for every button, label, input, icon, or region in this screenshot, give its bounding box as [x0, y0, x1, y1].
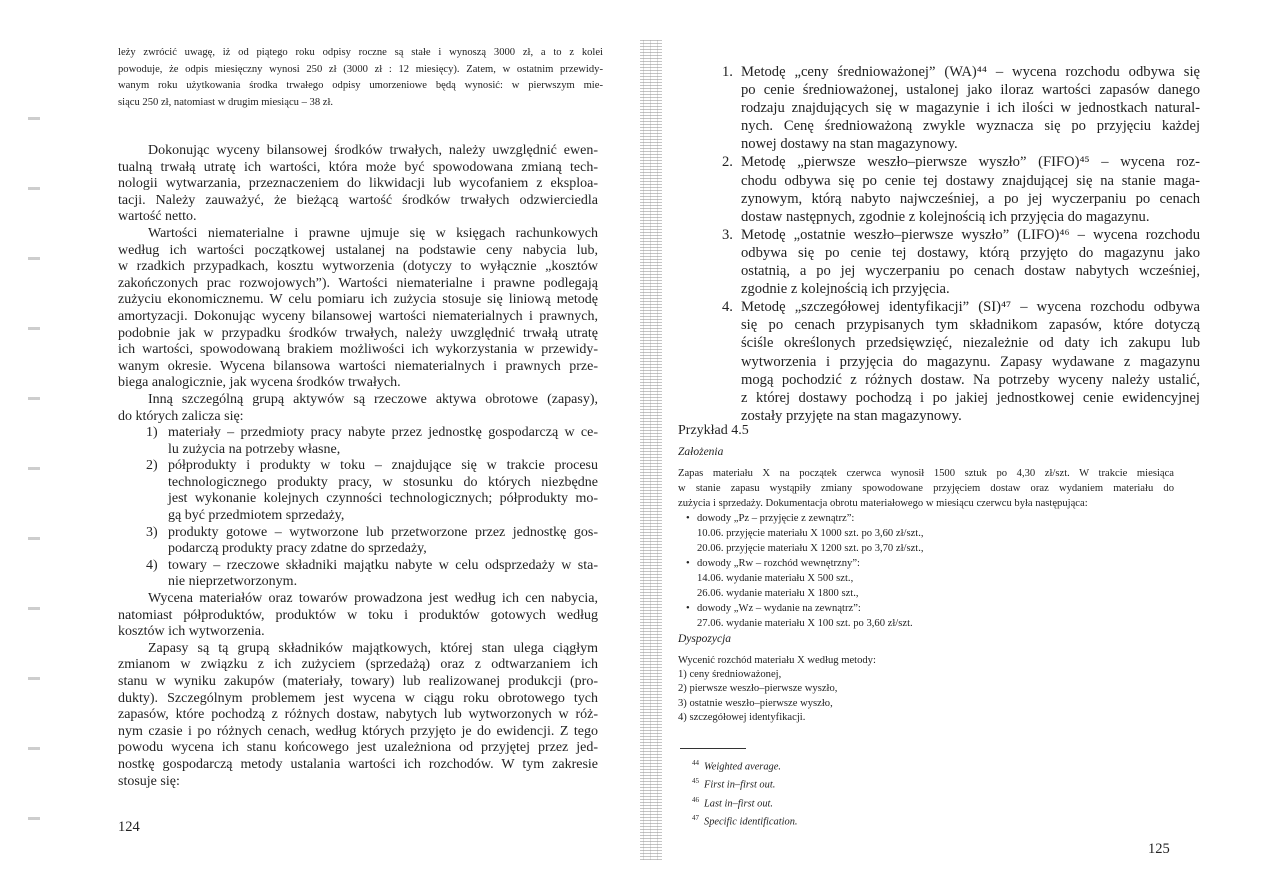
note-line: wanym roku użytkowania środka trwałego odpisy umorzeniowe będą wynosić: w pierwszym mie-	[118, 80, 603, 92]
text-line: zgodnie z kolejnością ich przyjęcia.	[741, 281, 950, 298]
text-line: chodu odbywa się po cenie tej dostawy znajdującej się na stanie maga-	[741, 172, 1200, 189]
text-line: 3) ostatnie weszło–pierwsze wyszło,	[678, 697, 833, 709]
text-line: się po cenach przypisanych tym składnikom zapasów, które dotyczą	[741, 317, 1200, 334]
text-line: zużyciu ekonomicznemu. W celu pomiaru ich zużycia stosuje się liniową metodę	[118, 292, 598, 308]
list-marker: 1)	[146, 425, 158, 441]
list-marker: •	[686, 513, 690, 524]
footnote: $^{47}$ Specific identification.	[692, 814, 798, 828]
text-line: kosztów ich wytworzenia.	[118, 624, 265, 640]
text-line: dowody „Rw – rozchód wewnętrzny”:	[697, 558, 860, 569]
page-number-left: 124	[118, 819, 140, 835]
text-line: rodzaju znajdujących się w magazynie i ich ilości w jednostkach natural-	[741, 100, 1200, 117]
left-page-body	[118, 143, 598, 790]
footnote: $^{44}$ Weighted average.	[692, 759, 781, 773]
text-line: nie nieprzetworzonym.	[168, 574, 298, 590]
note-line: siącu 250 zł, natomiast w drugim miesiącu – 38 zł.	[118, 97, 334, 109]
text-line: jest wykonanie kolejnych czynności technologicznych; półprodukty mo-	[168, 491, 598, 507]
list-item	[118, 458, 598, 524]
list-marker: 1.	[722, 64, 733, 80]
text-line: stosuje się:	[118, 773, 180, 789]
text-line: półprodukty i produkty w toku – znajdujące się w trakcie procesu	[168, 458, 598, 474]
list-item	[722, 153, 1200, 225]
scan-edge-noise	[28, 60, 40, 860]
list-item	[722, 63, 1200, 153]
list-item	[722, 298, 1200, 425]
list-item	[678, 601, 1174, 631]
example-title: Przykład 4.5	[678, 423, 749, 438]
text-line: gą być przedmiotem sprzedaży,	[168, 508, 345, 524]
text-line: w rzadkich przypadkach, kosztu wytworzenia (dotyczy to wyłącznie „kosztów	[118, 259, 598, 275]
valuation-methods-list	[722, 63, 1200, 425]
text-line: wanym okresie. Wycena bilansowa wartości niematerialnych i prawnych prze-	[118, 358, 598, 374]
text-line: ściśle określonych przedsięwzięć, niezależnie od daty ich zakupu lub	[741, 335, 1200, 352]
text-line: dukty). Szczególnym problemem jest wycena w ciągu roku obrotowego tych	[118, 690, 598, 706]
text-line: wytworzenia i przyjęcia do magazynu. Zapasy wydawane z magazynu	[741, 353, 1200, 370]
text-line: tacji. Należy zauważyć, że bieżącą wartość środków trwałych odzwierciedla	[118, 192, 598, 208]
footnote: $^{46}$ Last in–first out.	[692, 795, 774, 810]
text-line: Zapasy są tą grupą składników majątkowych, której stan ulega ciągłym	[148, 640, 598, 656]
text-line: Dokonując wyceny bilansowej środków trwałych, należy uwzględnić ewen-	[148, 143, 598, 158]
list-item	[118, 525, 598, 558]
text-line: Inną szczególną grupą aktywów są rzeczowe aktywa obrotowe (zapasy),	[148, 391, 598, 407]
note-line: powoduje, że odpis miesięczny wynosi 250 zł (3000 zł : 12 miesięcy). Zatem, w ostatnim przewidy-	[118, 63, 603, 75]
text-line: nostkę gospodarczą metody ustalania wartości ich rozchodów. W tym zakresie	[118, 756, 598, 772]
text-line: 2) pierwsze weszło–pierwsze wyszło,	[678, 683, 838, 695]
paragraph	[118, 392, 598, 425]
text-line: po cenie średnioważonej, ustalonej jako iloraz wartości zapasów danego	[741, 82, 1200, 99]
assumptions-heading: Założenia	[678, 446, 724, 458]
text-line: biega analogicznie, jak wycena środków trwałych.	[118, 375, 401, 391]
list-marker: 2)	[146, 458, 158, 474]
text-line: podarczą produkty pracy zdatne do sprzedaży,	[168, 541, 427, 557]
list-marker: 3.	[722, 226, 733, 243]
text-line: nowej dostawy na stan magazynowy.	[741, 136, 958, 153]
text-line: Metodę „pierwsze weszło–pierwsze wyszło” (FIFO)⁴⁵ – wycena roz-	[741, 154, 1200, 171]
footnotes	[692, 756, 798, 830]
list-marker: •	[686, 603, 690, 614]
paragraph	[118, 226, 598, 392]
text-line: Zapas materiału X na początek czerwca wynosił 1500 sztuk po 4,30 zł/szt. W trakcie miesiąca	[678, 468, 1174, 479]
text-line: 10.06. przyjęcie materiału X 1000 szt. po 3,60 zł/szt.,	[697, 528, 924, 539]
left-page-continued-example	[118, 45, 603, 112]
note-line: leży zwrócić uwagę, iż od piątego roku odpisy roczne są stałe i wynoszą 3000 zł, a to z kolei	[118, 47, 603, 58]
text-line: stanu w wyniku zakupów (materiały, towary) lub realizowanej produkcji (pro-	[118, 674, 598, 689]
text-line: 4) szczegółowej identyfikacji.	[678, 711, 806, 723]
list-item	[118, 558, 598, 591]
text-line: zmianom w związku z ich zużyciem (sprzedażą) oraz z odtwarzaniem ich	[118, 657, 598, 673]
text-line: podobnie jak w przypadku środków trwałych, należy uwzględnić trwałą utratę	[118, 325, 598, 341]
text-line: Wycenić rozchód materiału X według metody:	[678, 655, 876, 666]
text-line: według ich wartości początkowej ustalanej na podstawie ceny nabycia lub,	[118, 242, 598, 258]
list-item	[678, 511, 1174, 556]
text-line: Metodę „ceny średnioważonej” (WA)⁴⁴ – wycena rozchodu odbywa się	[741, 64, 1200, 80]
list-item	[678, 556, 1174, 601]
text-line: dowody „Pz – przyjęcie z zewnątrz”:	[697, 513, 855, 524]
paragraph	[118, 143, 598, 226]
text-line: powodu wycena ich stanu końcowego jest uzależniona od przyjętej przez jed-	[118, 740, 598, 756]
text-line: 20.06. przyjęcie materiału X 1200 szt. po 3,70 zł/szt.,	[697, 543, 924, 554]
list-marker: 4.	[722, 299, 733, 316]
list-marker: 2.	[722, 154, 733, 171]
text-line: amortyzacji. Dokonując wyceny bilansowej wartości niematerialnych i prawnych,	[118, 308, 598, 324]
text-line: lu zużycia na potrzeby własne,	[168, 441, 341, 457]
text-line: tualną trwałą utratę ich wartości, która może być spowodowana zmianą tech-	[118, 159, 598, 175]
text-line: nych. Cenę średnioważoną zwykle wyznacza się po przyjęciu każdej	[741, 118, 1200, 135]
list-item	[118, 425, 598, 458]
text-line: towary – rzeczowe składniki majątku nabyte w celu odsprzedaży w sta-	[168, 557, 598, 573]
paragraph	[678, 466, 1174, 511]
text-line: zużycia i sprzedaży. Dokumentacja obrotu materiałowego w miesiącu czerwcu była następująca:	[678, 498, 1088, 509]
text-line: zynowym, którą nabyto najwcześniej, a po jej wyczerpaniu po cenach	[741, 190, 1200, 207]
paragraph	[118, 591, 598, 641]
text-line: 14.06. wydanie materiału X 500 szt.,	[697, 573, 854, 584]
text-line: 26.06. wydanie materiału X 1800 szt.,	[697, 588, 859, 599]
text-line: zapasów, które pochodzą z różnych dostaw, nabytych lub wytworzonych w róż-	[118, 707, 598, 723]
text-line: ostatnią, a po jej wyczerpaniu po cenach dostaw nabytych wcześniej,	[741, 263, 1200, 280]
footnote: $^{45}$ First in–first out.	[692, 777, 776, 791]
text-line: wartość netto.	[118, 209, 197, 225]
example-assumptions	[678, 466, 1174, 631]
text-line: Wycena materiałów oraz towarów prowadzona jest według ich cen nabycia,	[148, 591, 598, 607]
list-marker: 4)	[146, 557, 158, 573]
text-line: zostały przyjęte na stan magazynowy.	[741, 407, 962, 424]
text-line: technologicznego produkty pracy, w stosunku do których niezbędne	[168, 474, 598, 490]
page-number-right: 125	[1148, 841, 1170, 857]
text-line: Wartości niematerialne i prawne ujmuje się w księgach rachunkowych	[148, 225, 598, 241]
text-line: 27.06. wydanie materiału X 100 szt. po 3,60 zł/szt.	[697, 618, 913, 629]
text-line: 1) ceny średnioważonej,	[678, 669, 782, 681]
list-marker: 3)	[146, 524, 158, 540]
text-line: w stanie zapasu wystąpiły zmiany spowodowane przyjęciem dostaw oraz wydaniem materiału do	[678, 483, 1174, 494]
list-item	[722, 226, 1200, 298]
text-line: Metodę „szczegółowej identyfikacji” (SI)⁴⁷ – wycena rozchodu odbywa	[741, 299, 1200, 316]
text-line: produkty gotowe – wytworzone lub przetworzone przez jednostkę gos-	[168, 524, 598, 540]
book-spine-shadow	[640, 40, 662, 860]
text-line: ich wartości, spowodowaną brakiem możliwości ich wykorzystania w przewidy-	[118, 342, 598, 358]
text-line: z której dostawy pochodzą i po jakiej jednostkowej cenie ewidencyjnej	[741, 389, 1200, 406]
text-line: nym czasie i po różnych cenach, według których przyjęto je do ewidencji. Z tego	[118, 723, 598, 739]
text-line: Metodę „ostatnie weszło–pierwsze wyszło” (LIFO)⁴⁶ – wycena rozchodu	[741, 226, 1200, 243]
list-marker: •	[686, 558, 690, 569]
disposition-heading: Dyspozycja	[678, 633, 732, 645]
text-line: zakończonych prac rozwojowych”). Wartości niematerialne i prawne podlegają	[118, 275, 598, 291]
text-line: dowody „Wz – wydanie na zewnątrz”:	[697, 603, 861, 614]
text-line: odbywa się po cenie tej dostawy, którą przyjęto do magazynu jako	[741, 244, 1200, 261]
text-line: nologii wytwarzania, przeznaczeniem do likwidacji lub wycofaniem z eksploa-	[118, 176, 598, 192]
footnote-divider	[680, 748, 746, 749]
example-disposition	[678, 654, 876, 725]
text-line: dostaw następnych, zgodnie z kolejnością ich przyjęcia do magazynu.	[741, 208, 1150, 225]
text-line: do których zalicza się:	[118, 408, 244, 424]
text-line: natomiast półproduktów, produktów w toku i produktów gotowych według	[118, 607, 598, 623]
paragraph	[678, 654, 876, 725]
paragraph	[118, 641, 598, 790]
text-line: materiały – przedmioty pracy nabyte przez jednostkę gospodarczą w ce-	[168, 425, 598, 441]
text-line: mogą pochodzić z różnych dostaw. Na potrzeby wyceny należy ustalić,	[741, 371, 1200, 388]
